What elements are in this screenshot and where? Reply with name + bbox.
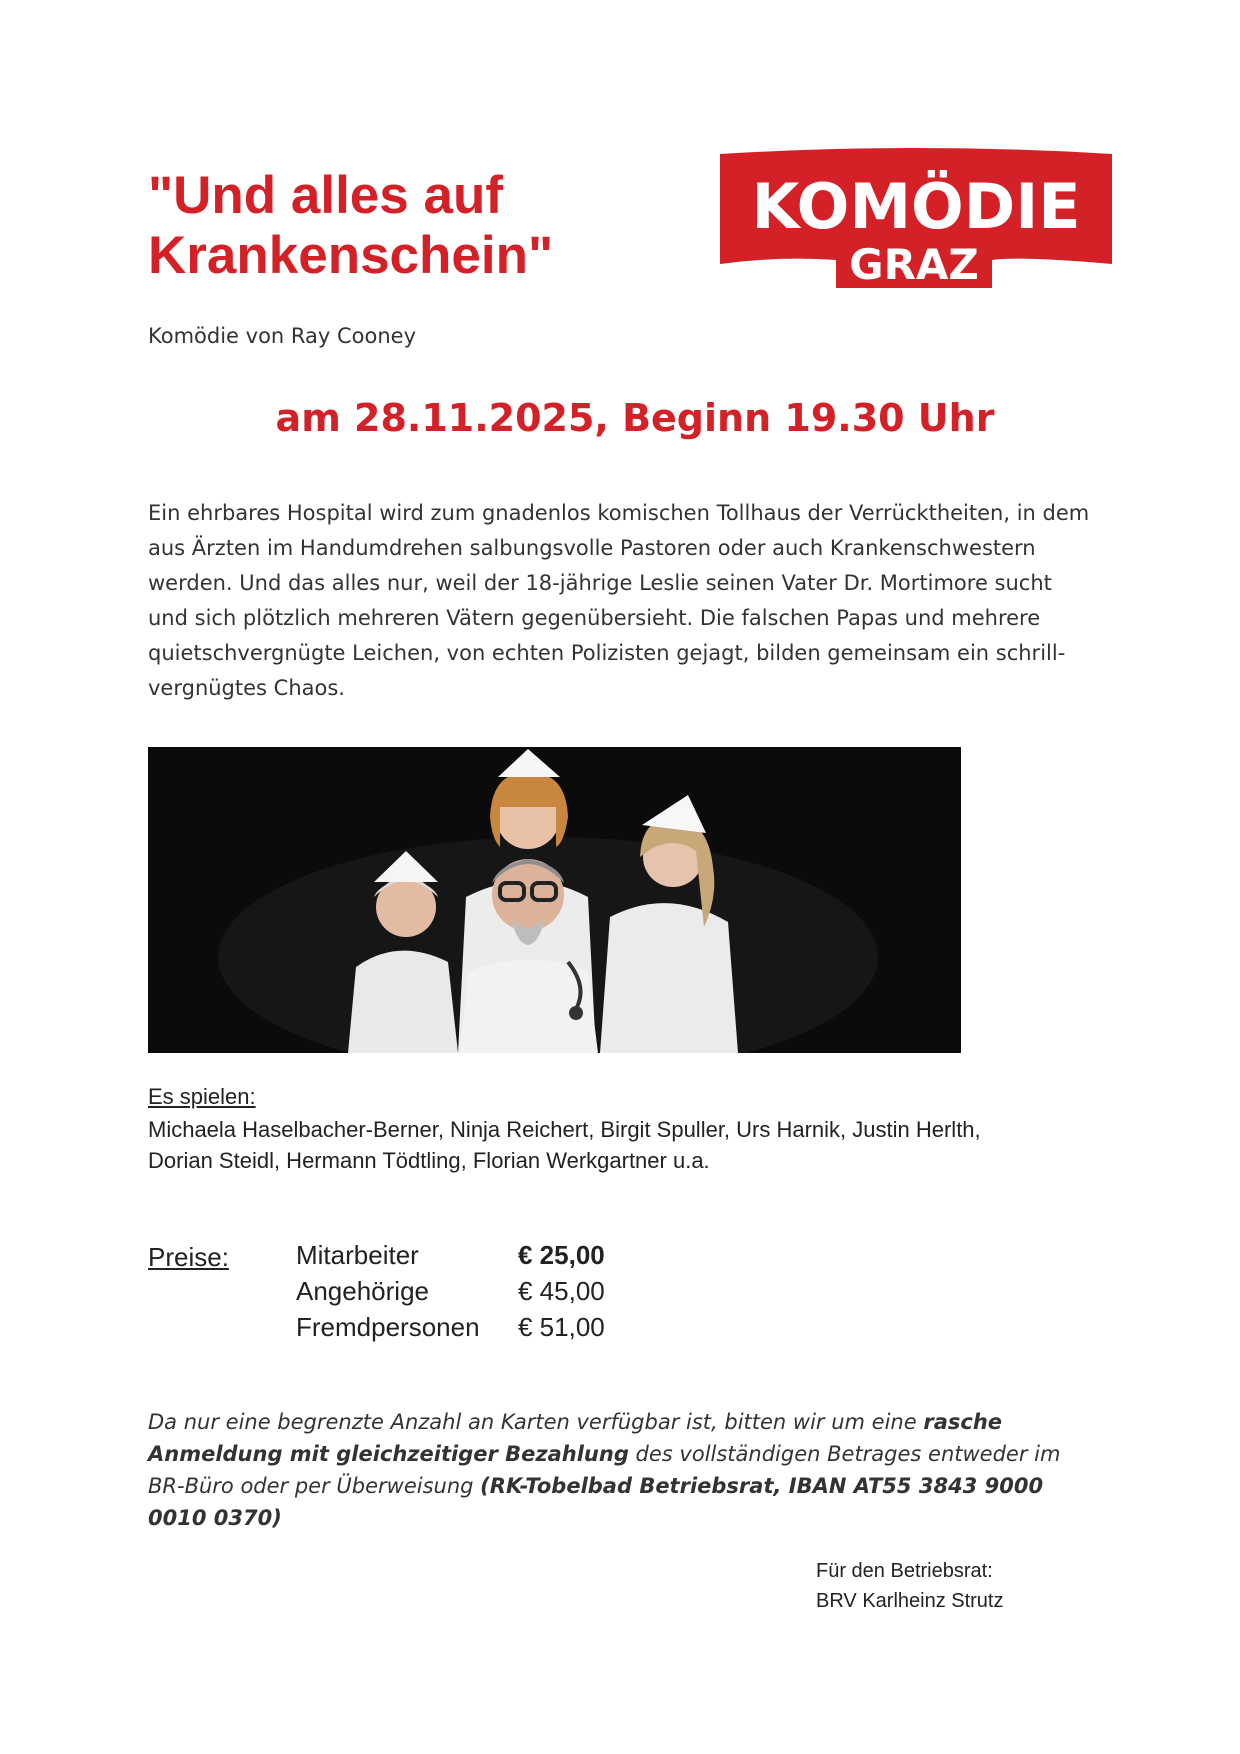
price-value: € 25,00 bbox=[518, 1240, 605, 1270]
note-text-1: Da nur eine begrenzte Anzahl an Karten verfügbar ist, bitten wir um eine bbox=[148, 1410, 924, 1434]
title-line-1: "Und alles auf bbox=[148, 166, 503, 225]
price-value: € 51,00 bbox=[518, 1312, 605, 1342]
cast-line-1: Michaela Haselbacher-Berner, Ninja Reichert, Birgit Spuller, Urs Harnik, Justin Herlth, bbox=[148, 1117, 981, 1142]
prices-label: Preise: bbox=[148, 1242, 229, 1272]
note-text-2: des vollständigen Betrages entweder im BR-Büro oder per Überweisung bbox=[148, 1442, 1061, 1498]
signature-line-1: Für den Betriebsrat: bbox=[816, 1560, 993, 1582]
cast-line-2: Dorian Steidl, Hermann Tödtling, Florian Werkgartner u.a. bbox=[148, 1148, 710, 1173]
subtitle: Komödie von Ray Cooney bbox=[148, 324, 417, 348]
cast-heading: Es spielen: bbox=[148, 1084, 256, 1109]
note-bold-2: (RK-Tobelbad Betriebsrat, IBAN AT55 3843 9000 0010 0370) bbox=[148, 1474, 1044, 1530]
price-row bbox=[296, 1312, 638, 1348]
signature-line-2: BRV Karlheinz Strutz bbox=[816, 1590, 1004, 1612]
cast-photo bbox=[148, 747, 961, 1053]
price-row bbox=[296, 1240, 638, 1276]
play-description: Ein ehrbares Hospital wird zum gnadenlos komischen Tollhaus der Verrücktheiten, in dem aus Ärzten im Handumdrehen salbungsvolle Pastoren oder auch Krankenschwestern werden. Und das alles nur, weil der 18-jährige Leslie seinen Vater Dr. Mortimore sucht und sich plötzlich mehreren Vätern gegenübersieht. Die falschen Papas und mehrere quietschvergnügte Leichen, von echten Polizisten gejagt, bilden gemeinsam ein schrill-vergnügtes Chaos. bbox=[148, 501, 1090, 700]
price-category: Angehörige bbox=[296, 1276, 429, 1306]
note-bold-1: rasche Anmeldung mit gleichzeitiger Bezahlung bbox=[148, 1410, 1003, 1466]
komoedie-graz-logo bbox=[720, 148, 1112, 294]
cast-list bbox=[148, 1114, 1108, 1176]
price-table bbox=[296, 1240, 638, 1348]
signature bbox=[816, 1556, 1004, 1616]
price-category: Fremdpersonen bbox=[296, 1312, 480, 1342]
logo-word-komoedie: KOMÖDIE bbox=[751, 170, 1081, 243]
registration-note bbox=[148, 1406, 1088, 1534]
page-title bbox=[148, 166, 708, 286]
title-line-2: Krankenschein" bbox=[148, 226, 554, 285]
price-category: Mitarbeiter bbox=[296, 1240, 419, 1270]
logo-word-graz: GRAZ bbox=[849, 240, 979, 289]
price-row bbox=[296, 1276, 638, 1312]
event-date: am 28.11.2025, Beginn 19.30 Uhr bbox=[275, 396, 995, 440]
price-value: € 45,00 bbox=[518, 1276, 605, 1306]
